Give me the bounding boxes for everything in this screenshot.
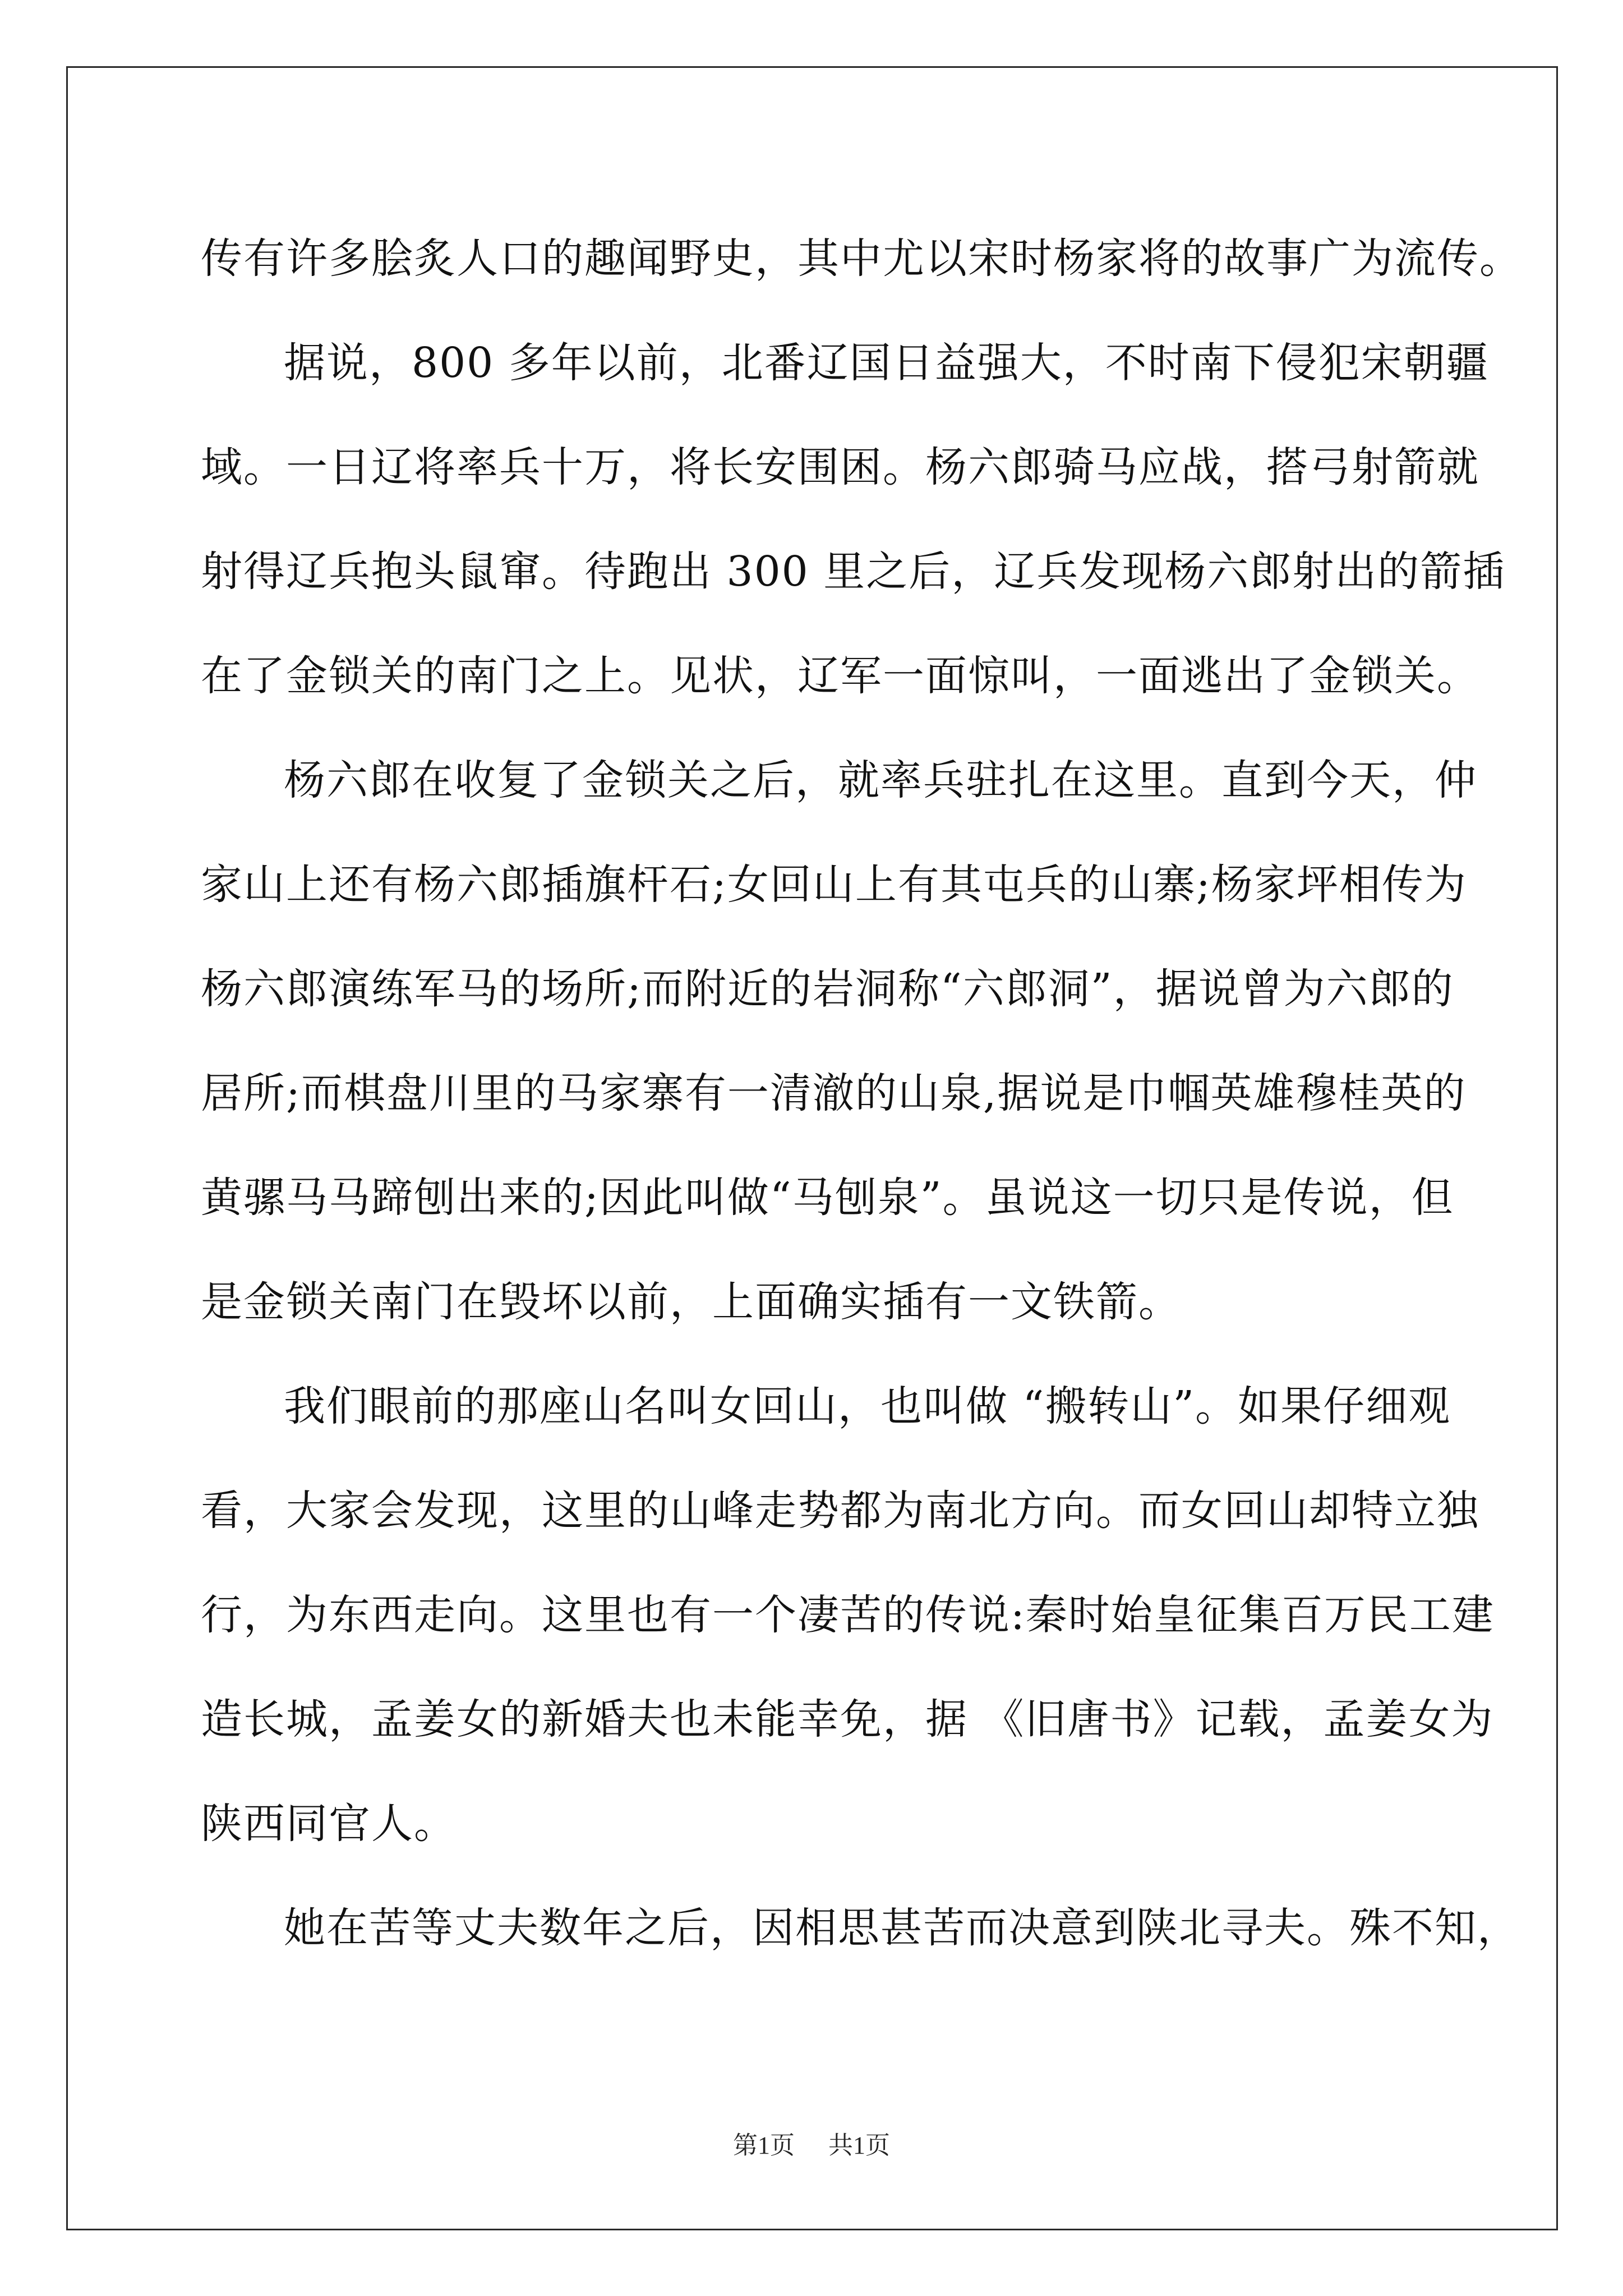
page-footer <box>0 2125 1623 2161</box>
text-line: 造长城，孟姜女的新婚夫也未能幸免，据 《旧唐书》记载，孟姜女为 <box>201 1695 1494 1743</box>
text-line: 居所;而棋盘川里的马家寨有一清澈的山泉,据说是巾帼英雄穆桂英的 <box>201 1069 1467 1117</box>
text-line: 我们眼前的那座山名叫女回山，也叫做 “搬转山”。如果仔细观 <box>284 1382 1451 1430</box>
text-line: 传有许多脍炙人口的趣闻野史，其中尤以宋时杨家将的故事广为流传。 <box>201 234 1522 283</box>
text-line: 她在苦等丈夫数年之后，因相思甚苦而决意到陕北寻夫。殊不知， <box>284 1904 1520 1952</box>
text-line: 域。一日辽将率兵十万，将长安围困。杨六郎骑马应战，搭弓射箭就 <box>201 443 1479 491</box>
text-line: 行，为东西走向。这里也有一个凄苦的传说:秦时始皇征集百万民工建 <box>201 1591 1495 1639</box>
text-line: 是金锁关南门在毁坏以前，上面确实插有一文铁箭。 <box>201 1278 1181 1326</box>
page-total: 共1页 <box>828 2132 890 2159</box>
text-line: 杨六郎演练军马的场所;而附近的岩洞称“六郎洞”，据说曾为六郎的 <box>201 965 1454 1013</box>
text-line: 黄骡马马蹄刨出来的;因此叫做“马刨泉”。虽说这一切只是传说，但 <box>201 1174 1454 1222</box>
text-line: 家山上还有杨六郎插旗杆石;女回山上有其屯兵的山寨;杨家坪相传为 <box>201 861 1467 909</box>
text-line: 杨六郎在收复了金锁关之后，就率兵驻扎在这里。直到今天，仲 <box>284 756 1477 804</box>
text-line: 看，大家会发现，这里的山峰走势都为南北方向。而女回山却特立独 <box>201 1487 1479 1535</box>
text-line: 据说，800 多年以前，北番辽国日益强大，不时南下侵犯宋朝疆 <box>284 339 1489 387</box>
page-number: 第1页 <box>733 2132 795 2159</box>
text-line: 射得辽兵抱头鼠窜。待跑出 300 里之后，辽兵发现杨六郎射出的箭插 <box>201 547 1506 596</box>
text-line: 陕西同官人。 <box>201 1800 457 1848</box>
text-line: 在了金锁关的南门之上。见状，辽军一面惊叫，一面逃出了金锁关。 <box>201 652 1479 700</box>
document-body <box>201 206 1522 1980</box>
